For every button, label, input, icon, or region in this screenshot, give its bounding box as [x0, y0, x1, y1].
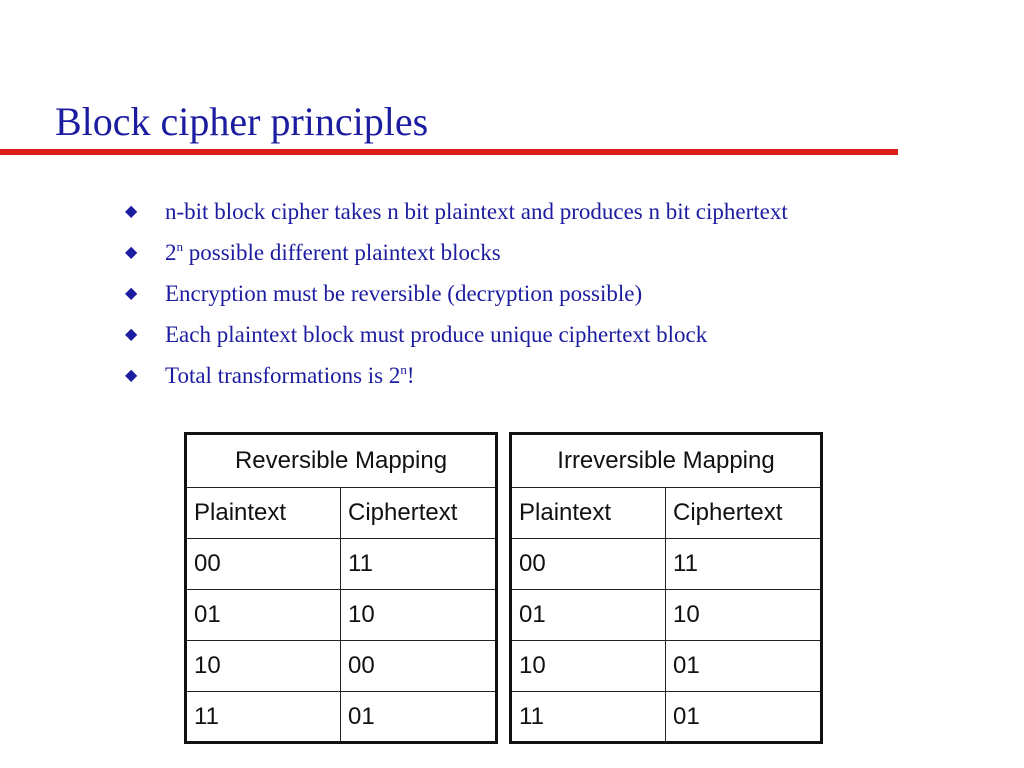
- plaintext-cell: 01: [186, 590, 341, 641]
- column-header-ciphertext: Ciphertext: [341, 488, 497, 539]
- plaintext-cell: 10: [186, 641, 341, 692]
- bullet-item: [125, 361, 788, 402]
- table-row: [186, 692, 497, 743]
- reversible-mapping-table: [184, 432, 498, 744]
- bullet-exponent: n: [400, 362, 407, 377]
- diamond-bullet-icon: ◆: [125, 203, 138, 220]
- plaintext-cell: 11: [186, 692, 341, 743]
- bullet-text: [165, 361, 415, 391]
- bullet-item: [125, 238, 788, 279]
- column-header-plaintext: Plaintext: [511, 488, 666, 539]
- ciphertext-cell: 10: [666, 590, 822, 641]
- plaintext-cell: 01: [511, 590, 666, 641]
- bullet-text: Encryption must be reversible (decryption possible): [165, 281, 643, 306]
- table-row: [511, 641, 822, 692]
- bullet-list: [125, 197, 788, 402]
- table-row: [186, 539, 497, 590]
- diamond-bullet-icon: ◆: [125, 285, 138, 302]
- table-title: Reversible Mapping: [186, 434, 497, 488]
- ciphertext-cell: 00: [341, 641, 497, 692]
- table-row: [186, 590, 497, 641]
- table-row: [511, 692, 822, 743]
- bullet-text: [165, 238, 501, 268]
- bullet-text: Each plaintext block must produce unique ciphertext block: [165, 322, 708, 347]
- table-row: [511, 590, 822, 641]
- bullet-item: [125, 197, 788, 238]
- bullet-suffix: !: [406, 363, 415, 388]
- plaintext-cell: 00: [511, 539, 666, 590]
- column-header-plaintext: Plaintext: [186, 488, 341, 539]
- bullet-rest: Total transformations is 2: [165, 363, 401, 388]
- diamond-bullet-icon: ◆: [125, 326, 138, 343]
- bullet-item: [125, 279, 788, 320]
- ciphertext-cell: 10: [341, 590, 497, 641]
- ciphertext-cell: 01: [341, 692, 497, 743]
- bullet-base: 2: [165, 240, 177, 265]
- table-row: [511, 539, 822, 590]
- plaintext-cell: 11: [511, 692, 666, 743]
- table-title: Irreversible Mapping: [511, 434, 822, 488]
- ciphertext-cell: 11: [341, 539, 497, 590]
- ciphertext-cell: 11: [666, 539, 822, 590]
- plaintext-cell: 10: [511, 641, 666, 692]
- table-row: [186, 641, 497, 692]
- plaintext-cell: 00: [186, 539, 341, 590]
- bullet-exponent: n: [176, 239, 183, 254]
- ciphertext-cell: 01: [666, 692, 822, 743]
- ciphertext-cell: 01: [666, 641, 822, 692]
- title-underline: [0, 149, 898, 155]
- bullet-rest: possible different plaintext blocks: [183, 240, 501, 265]
- table-title-row: [511, 434, 822, 488]
- diamond-bullet-icon: ◆: [125, 367, 138, 384]
- slide-title: Block cipher principles: [55, 99, 429, 144]
- diamond-bullet-icon: ◆: [125, 244, 138, 261]
- bullet-text: n-bit block cipher takes n bit plaintext and produces n bit ciphertext: [165, 199, 788, 224]
- column-header-ciphertext: Ciphertext: [666, 488, 822, 539]
- table-header-row: [511, 488, 822, 539]
- irreversible-mapping-table: [509, 432, 823, 744]
- bullet-item: [125, 320, 788, 361]
- table-title-row: [186, 434, 497, 488]
- table-header-row: [186, 488, 497, 539]
